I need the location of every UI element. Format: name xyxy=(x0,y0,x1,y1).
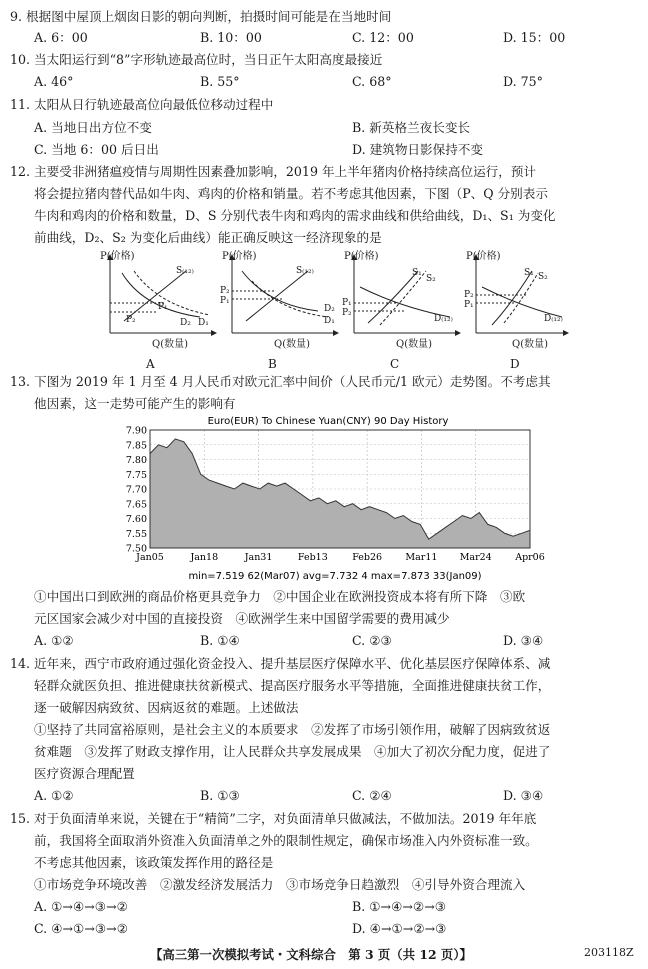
graph-b-p2: P₂ xyxy=(220,286,230,296)
y-tick-label: 7.75 xyxy=(125,469,147,481)
graph-d-p2: P₂ xyxy=(464,290,474,300)
graph-b-d1: D₁ xyxy=(324,316,335,326)
graph-d-y-label: P(价格) xyxy=(466,251,501,262)
x-tick-label: Mar11 xyxy=(405,552,438,563)
chart-area xyxy=(150,439,530,548)
graph-c-d: D₍₁₂₎ xyxy=(434,314,453,324)
q13-opt-line2: 元区国家会减少对中国的直接投资 ④欧洲学生来中国留学需要的费用减少 xyxy=(34,611,450,626)
graph-c-p2: P₂ xyxy=(342,308,352,318)
graph-d-d: D₍₁₂₎ xyxy=(544,314,563,324)
q14-option-b[interactable]: B. ①③ xyxy=(200,788,240,803)
q14-option-c[interactable]: C. ②④ xyxy=(352,788,392,803)
paper-code: 203118Z xyxy=(584,946,634,959)
q15-line1: 15. 对于负面清单来说，关键在于“精简”二字，对负面清单只做减法，不做加法。2019 年年底 xyxy=(10,811,537,826)
q13-option-d[interactable]: D. ③④ xyxy=(503,633,544,648)
q11-option-b[interactable]: B. 新英格兰夜长变长 xyxy=(352,120,471,135)
x-tick-label: Jan31 xyxy=(244,552,273,563)
q15-option-c[interactable]: C. ④→①→③→② xyxy=(34,921,129,936)
chart-x-ticks xyxy=(135,552,545,563)
q15-option-b[interactable]: B. ①→④→②→③ xyxy=(352,899,447,914)
q15-line2: 前，我国将全面取消外资准入负面清单之外的限制性规定，确保市场准入内外资标准一致。 xyxy=(34,833,538,848)
q11-option-c[interactable]: C. 当地 6：00 后日出 xyxy=(34,142,159,157)
chart-title: Euro(EUR) To Chinese Yuan(CNY) 90 Day History xyxy=(207,416,449,427)
graph-c-y-label: P(价格) xyxy=(344,251,379,262)
graph-b-x-label: Q(数量) xyxy=(274,339,311,350)
y-tick-label: 7.65 xyxy=(125,499,147,511)
eur-cny-chart xyxy=(110,412,545,584)
graph-a-s: S₍₁₂₎ xyxy=(176,266,194,276)
graph-c-letter[interactable]: C xyxy=(390,357,400,371)
graph-c-p1: P₁ xyxy=(342,298,352,308)
graph-b-d2: D₂ xyxy=(324,304,335,314)
x-tick-label: Feb26 xyxy=(352,552,383,563)
graph-a-letter[interactable]: A xyxy=(146,357,155,371)
q15-line3: 不考虑其他因素，该政策发挥作用的路径是 xyxy=(34,855,274,870)
graph-a-x-label: Q(数量) xyxy=(152,339,189,350)
graph-b-s: S₍₁₂₎ xyxy=(296,266,314,276)
graph-d-p1: P₁ xyxy=(464,300,474,310)
q10-option-a[interactable]: A. 46° xyxy=(34,74,74,89)
q14-line1: 14. 近年来，西宁市政府通过强化资金投入、提升基层医疗保障水平、优化基层医疗保障体系、减 xyxy=(10,656,551,671)
q13-line2: 他因素，这一走势可能产生的影响有 xyxy=(34,396,236,411)
x-tick-label: Jan05 xyxy=(136,552,164,563)
q9-option-c[interactable]: C. 12：00 xyxy=(352,30,414,45)
q14-line2: 轻群众就医负担、推进健康扶贫新模式、提高医疗服务水平等措施，全面推进健康扶贫工作， xyxy=(34,678,551,693)
graph-a-d1: D₁ xyxy=(198,318,209,328)
q13-line1: 13. 下图为 2019 年 1 月至 4 月人民币对欧元汇率中间价（人民币元/1 欧元）走势图。不考虑其 xyxy=(10,374,551,389)
chart-footer: min=7.519 62(Mar07) avg=7.732 4 max=7.873 33(Jan09) xyxy=(188,571,482,582)
graph-d-x-label: Q(数量) xyxy=(512,339,549,350)
q13-option-b[interactable]: B. ①④ xyxy=(200,633,240,648)
graph-a-p1: P₁ xyxy=(158,302,168,312)
q12-line1: 12. 主要受非洲猪瘟疫情与周期性因素叠加影响，2019 年上半年猪肉价格持续高位运行，预计 xyxy=(10,164,537,179)
y-tick-label: 7.55 xyxy=(125,528,147,540)
q9-stem: 9. 根据图中屋顶上烟囱日影的朝向判断，拍摄时间可能是在当地时间 xyxy=(10,9,392,24)
graph-c-x-label: Q(数量) xyxy=(396,339,433,350)
q10-stem: 10. 当太阳运行到“8”字形轨迹最高位时，当日正午太阳高度最接近 xyxy=(10,52,383,67)
graph-b-y-label: P(价格) xyxy=(222,251,257,262)
x-tick-label: Apr06 xyxy=(515,552,545,563)
y-tick-label: 7.85 xyxy=(125,440,147,452)
q10-option-b[interactable]: B. 55° xyxy=(200,74,240,89)
q10-option-c[interactable]: C. 68° xyxy=(352,74,392,89)
q9-option-a[interactable]: A. 6：00 xyxy=(34,30,88,45)
q9-option-d[interactable]: D. 15：00 xyxy=(503,30,566,45)
x-tick-label: Jan18 xyxy=(190,552,219,563)
q15-option-a[interactable]: A. ①→④→③→② xyxy=(34,899,128,914)
page-footer: 【高三第一次模拟考试・文科综合 第 3 页（共 12 页）】 xyxy=(150,947,472,962)
q15-option-d[interactable]: D. ④→①→②→③ xyxy=(352,921,447,936)
graph-a-p2: P₂ xyxy=(126,315,136,325)
q15-opt-line1: ①市场竞争环境改善 ②激发经济发展活力 ③市场竞争日趋激烈 ④引导外资合理流入 xyxy=(34,877,526,892)
y-tick-label: 7.70 xyxy=(125,484,147,496)
q12-line4: 前曲线，D₂、S₂ 为变化后曲线）能正确反映这一经济现象的是 xyxy=(34,230,382,245)
q13-option-a[interactable]: A. ①② xyxy=(34,633,74,648)
graph-d-s1: S₁ xyxy=(524,268,534,278)
q11-option-d[interactable]: D. 建筑物日影保持不变 xyxy=(352,142,483,157)
q14-option-d[interactable]: D. ③④ xyxy=(503,788,544,803)
graph-b-letter[interactable]: B xyxy=(268,357,277,371)
graph-c-s2: S₂ xyxy=(426,274,436,284)
q14-option-a[interactable]: A. ①② xyxy=(34,788,74,803)
q14-opt-line1: ①坚持了共同富裕原则，是社会主义的本质要求 ②发挥了市场引领作用，破解了因病致贫返 xyxy=(34,722,551,737)
graph-a-d2: D₂ xyxy=(180,318,191,328)
q10-option-d[interactable]: D. 75° xyxy=(503,74,543,89)
y-tick-label: 7.60 xyxy=(125,514,147,525)
y-tick-label: 7.90 xyxy=(125,425,147,437)
graph-d-letter[interactable]: D xyxy=(510,357,520,371)
q12-line2: 将会提拉猪肉替代品如牛肉、鸡肉的价格和销量。若不考虑其他因素，下图（P、Q 分别表示 xyxy=(34,186,548,201)
graph-b-p1: P₁ xyxy=(220,296,230,306)
q12-line3: 牛肉和鸡肉的价格和数量，D、S 分别代表牛肉和鸡肉的需求曲线和供给曲线，D₁、S₁ 为变化 xyxy=(34,208,556,223)
x-tick-label: Feb13 xyxy=(297,552,328,563)
q9-option-b[interactable]: B. 10：00 xyxy=(200,30,262,45)
graph-b[interactable] xyxy=(232,257,336,333)
q13-option-c[interactable]: C. ②③ xyxy=(352,633,392,648)
q14-opt-line3: 医疗资源合理配置 xyxy=(34,766,135,781)
x-tick-label: Mar24 xyxy=(459,552,492,563)
chart-y-ticks xyxy=(126,426,147,555)
graph-d-s2: S₂ xyxy=(538,272,548,282)
supply-demand-graphs xyxy=(96,247,566,369)
q14-opt-line2: 贫难题 ③发挥了财政支撑作用，让人民群众共享发展成果 ④加大了初次分配力度，促进了 xyxy=(34,744,551,759)
graph-c-s1: S₁ xyxy=(412,268,422,278)
graph-a-y-label: P(价格) xyxy=(100,251,135,262)
y-tick-label: 7.50 xyxy=(125,543,147,555)
q11-option-a[interactable]: A. 当地日出方位不变 xyxy=(34,120,152,135)
q11-stem: 11. 太阳从日行轨迹最高位向最低位移动过程中 xyxy=(10,97,274,112)
y-tick-label: 7.80 xyxy=(125,455,147,466)
q13-opt-line1: ①中国出口到欧洲的商品价格更具竞争力 ②中国企业在欧洲投资成本将有所下降 ③欧 xyxy=(34,589,526,604)
q14-line3: 逐一破解因病致贫、因病返贫的难题。上述做法 xyxy=(34,700,299,715)
